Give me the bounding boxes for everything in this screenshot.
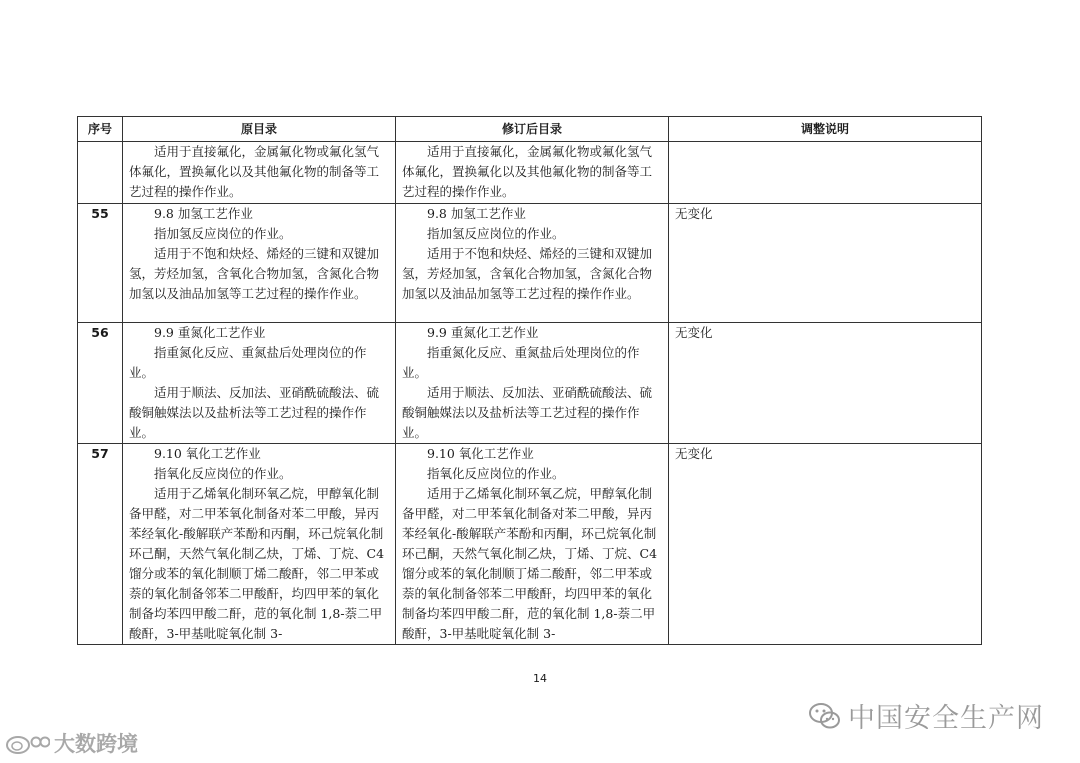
row-revised	[396, 204, 669, 323]
watermark-right-text: 中国安全生产网	[848, 703, 1044, 734]
row-seq: 57	[78, 444, 123, 645]
row-revised-text: 指加氢反应岗位的作业。	[427, 226, 565, 241]
wechat-icon	[808, 702, 842, 730]
directory-comparison-table	[77, 116, 982, 645]
row-revised-text: 指氧化反应岗位的作业。	[427, 466, 565, 481]
watermark-left-text: 大数跨境	[54, 732, 138, 756]
table-row	[78, 444, 982, 645]
row-revised	[396, 444, 669, 645]
table-row	[78, 323, 982, 444]
row-revised-heading: 9.10 氧化工艺作业	[427, 446, 534, 461]
row-original-text: 指氧化反应岗位的作业。	[154, 466, 292, 481]
row-original-text: 指重氮化反应、重氮盐后处理岗位的作业。	[129, 345, 367, 380]
header-revised: 修订后目录	[396, 117, 669, 142]
row-revised-text: 适用于不饱和炔烃、烯烃的三键和双键加氢，芳烃加氢，含氧化合物加氢，含氮化合物加氢以及油品加氢等工艺过程的操作作业。	[402, 246, 653, 301]
row-original-heading: 9.8 加氢工艺作业	[154, 206, 253, 221]
row-seq	[78, 142, 123, 204]
row-note: 无变化	[669, 444, 982, 645]
header-note: 调整说明	[669, 117, 982, 142]
header-seq: 序号	[78, 117, 123, 142]
row-original-text: 适用于不饱和炔烃、烯烃的三键和双键加氢，芳烃加氢，含氧化合物加氢，含氮化合物加氢以及油品加氢等工艺过程的操作作业。	[129, 246, 380, 301]
row-original-text: 适用于乙烯氧化制环氧乙烷，甲醇氧化制备甲醛，对二甲苯氧化制备对苯二甲酸，异丙苯经氧化-酸解联产苯酚和丙酮，环己烷氧化制环己酮，天然气氧化制乙炔，丁烯、丁烷、C4 馏分或苯的氧化制顺丁烯二酸酐，邻二甲苯或萘的氧化制备邻苯二甲酸酐，均四甲苯的氧化制备均苯四甲酸二酐，苊的氧化制 1,8-萘二甲酸酐，3-甲基吡啶氧化制 3-	[129, 486, 385, 641]
row-original-heading: 9.10 氧化工艺作业	[154, 446, 261, 461]
watermark-right	[808, 696, 1044, 735]
row-original-text: 适用于直接氟化，金属氟化物或氟化氢气体氟化，置换氟化以及其他氟化物的制备等工艺过程的操作作业。	[129, 144, 380, 199]
page-number: 14	[533, 672, 547, 685]
weibo-icon	[4, 730, 50, 756]
row-seq: 55	[78, 204, 123, 323]
row-original	[123, 142, 396, 204]
row-original	[123, 444, 396, 645]
table-row	[78, 142, 982, 204]
row-revised-text: 适用于顺法、反加法、亚硝酰硫酸法、硫酸铜触媒法以及盐析法等工艺过程的操作作业。	[402, 385, 653, 440]
row-seq: 56	[78, 323, 123, 444]
row-note	[669, 142, 982, 204]
row-original-text: 适用于顺法、反加法、亚硝酰硫酸法、硫酸铜触媒法以及盐析法等工艺过程的操作作业。	[129, 385, 380, 440]
row-revised-heading: 9.9 重氮化工艺作业	[427, 325, 539, 340]
header-original: 原目录	[123, 117, 396, 142]
row-revised	[396, 323, 669, 444]
row-revised-text: 指重氮化反应、重氮盐后处理岗位的作业。	[402, 345, 640, 380]
row-note: 无变化	[669, 204, 982, 323]
row-original-heading: 9.9 重氮化工艺作业	[154, 325, 266, 340]
table-row	[78, 204, 982, 323]
row-revised-text: 适用于直接氟化，金属氟化物或氟化氢气体氟化，置换氟化以及其他氟化物的制备等工艺过程的操作作业。	[402, 144, 653, 199]
row-note: 无变化	[669, 323, 982, 444]
table-header-row	[78, 117, 982, 142]
row-original	[123, 323, 396, 444]
row-original	[123, 204, 396, 323]
watermark-left	[4, 728, 138, 758]
row-revised-text: 适用于乙烯氧化制环氧乙烷，甲醇氧化制备甲醛，对二甲苯氧化制备对苯二甲酸，异丙苯经氧化-酸解联产苯酚和丙酮，环己烷氧化制环己酮，天然气氧化制乙炔，丁烯、丁烷、C4 馏分或苯的氧化制顺丁烯二酸酐，邻二甲苯或萘的氧化制备邻苯二甲酸酐，均四甲苯的氧化制备均苯四甲酸二酐，苊的氧化制 1,8-萘二甲酸酐，3-甲基吡啶氧化制 3-	[402, 486, 658, 641]
row-revised	[396, 142, 669, 204]
row-revised-heading: 9.8 加氢工艺作业	[427, 206, 526, 221]
row-original-text: 指加氢反应岗位的作业。	[154, 226, 292, 241]
